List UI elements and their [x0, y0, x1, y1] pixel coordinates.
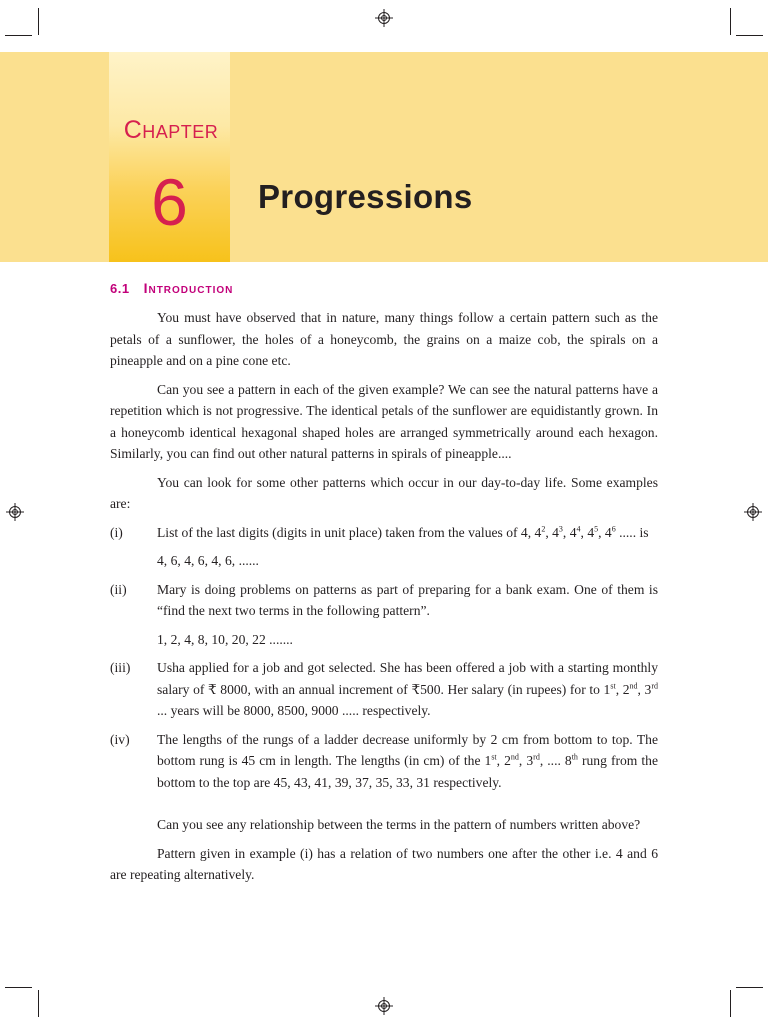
superscript: th: [571, 752, 578, 762]
example-item-iv: [110, 729, 658, 794]
sequence: 4, 6, 4, 6, 4, 6, ......: [157, 553, 259, 568]
crop-mark-bottom-left-v: [38, 990, 39, 1017]
item-text: Mary is doing problems on patterns as part of preparing for a bank exam. One of them is “find the next two terms in the following pattern”.: [157, 581, 658, 618]
crop-mark-bottom-right-h: [736, 987, 763, 988]
item-text-part: rung from the bottom to the top are 45, 43, 41, 39, 37, 35, 33, 31 respectively.: [157, 753, 659, 790]
section-number: 6.1: [110, 281, 130, 296]
crop-mark-top-left-v: [38, 8, 39, 35]
example-item-iii: [110, 657, 658, 722]
item-text-part: ..... is: [615, 524, 649, 540]
crop-mark-top-right-v: [730, 8, 731, 35]
example-item-ii: [110, 579, 658, 622]
superscript: nd: [510, 752, 519, 762]
superscript: st: [610, 680, 616, 690]
body-text: [110, 307, 658, 893]
crop-mark-bottom-left-h: [5, 987, 32, 988]
item-text-part: List of the last digits (digits in unit place) taken from the values of 4, 4: [157, 524, 542, 540]
item-text: Usha applied for a job and got selected. She has been offered a job with a starting monthly salary of ₹ 8000, with an annual increment of ₹500. Her salary (in rupees) for to 1st, 2nd, 3rd ... years will be 8000, 8500, 9000 ..... respectively.: [157, 660, 658, 718]
item-label: (iii): [110, 660, 131, 675]
superscript: 6: [611, 523, 616, 533]
registration-mark-icon: [6, 503, 24, 521]
registration-mark-icon: [375, 9, 393, 27]
crop-mark-bottom-right-v: [730, 990, 731, 1017]
item-text-part: ... years will be 8000, 8500, 9000 ..... respectively.: [157, 703, 431, 718]
crop-mark-top-right-h: [736, 35, 763, 36]
crop-mark-top-left-h: [5, 35, 32, 36]
superscript: rd: [651, 680, 658, 690]
superscript: rd: [533, 752, 540, 762]
superscript: nd: [629, 680, 638, 690]
superscript: 3: [558, 523, 563, 533]
chapter-title: Progressions: [258, 178, 473, 215]
registration-mark-icon: [744, 503, 762, 521]
paragraph: Can you see a pattern in each of the given example? We can see the natural patterns have a repetition which is not progressive. The identical petals of the sunflower are equidistantly grown. In a honeycomb identical hexagonal shaped holes are arranged symmetrically around each hexagon. Similarly, you can find out other natural patterns in spirals of pineapple....: [110, 381, 658, 461]
registration-mark-icon: [375, 997, 393, 1015]
paragraph: Pattern given in example (i) has a relation of two numbers one after the other i.e. 4 and 6 are repeating alternatively.: [110, 845, 658, 882]
item-label: (i): [110, 524, 123, 540]
superscript: st: [491, 752, 497, 762]
item-text: List of the last digits (digits in unit place) taken from the values of 4, $4^2$, $4^3$, $4^4$, $4^5$, $4^6$ ..... is: [157, 523, 649, 540]
item-label: (iv): [110, 731, 130, 747]
superscript: 5: [594, 523, 599, 533]
sequence: 1, 2, 4, 8, 10, 20, 22 .......: [157, 631, 293, 647]
section-heading: [110, 280, 233, 296]
item-text: The lengths of the rungs of a ladder decrease uniformly by 2 cm from bottom to top. The bottom rung is 45 cm in length. The lengths (in cm) of the 1st, 2nd, 3rd, .... 8th rung from the bottom to the top are 45, 43, 41, 39, 37, 35, 33, 31 respectively.: [157, 731, 659, 790]
paragraph: Can you see any relationship between the terms in the pattern of numbers written above?: [157, 817, 641, 832]
paragraph: You must have observed that in nature, many things follow a certain pattern such as the petals of a sunflower, the holes of a honeycomb, the grains on a maize cob, the spirals on a pineapple and on a pine cone etc.: [110, 310, 658, 368]
chapter-label: Chapter: [123, 116, 219, 144]
item-text-part: The lengths of the rungs of a ladder decrease uniformly by 2 cm from bottom to top. The bottom rung is 45 cm in length. The lengths (in cm) of the 1: [157, 731, 658, 768]
superscript: 4: [576, 523, 581, 533]
section-title: Introduction: [143, 280, 234, 296]
superscript: 2: [541, 523, 546, 533]
paragraph: You can look for some other patterns which occur in our day-to-day life. Some examples are:: [110, 474, 658, 511]
item-label: (ii): [110, 581, 127, 597]
example-item-i: [110, 522, 658, 544]
item-text-part: Usha applied for a job and got selected. She has been offered a job with a starting monthly salary of ₹ 8000, with an annual increment of ₹500. Her salary (in rupees) for to 1: [157, 660, 658, 697]
chapter-number: 6: [151, 165, 188, 239]
